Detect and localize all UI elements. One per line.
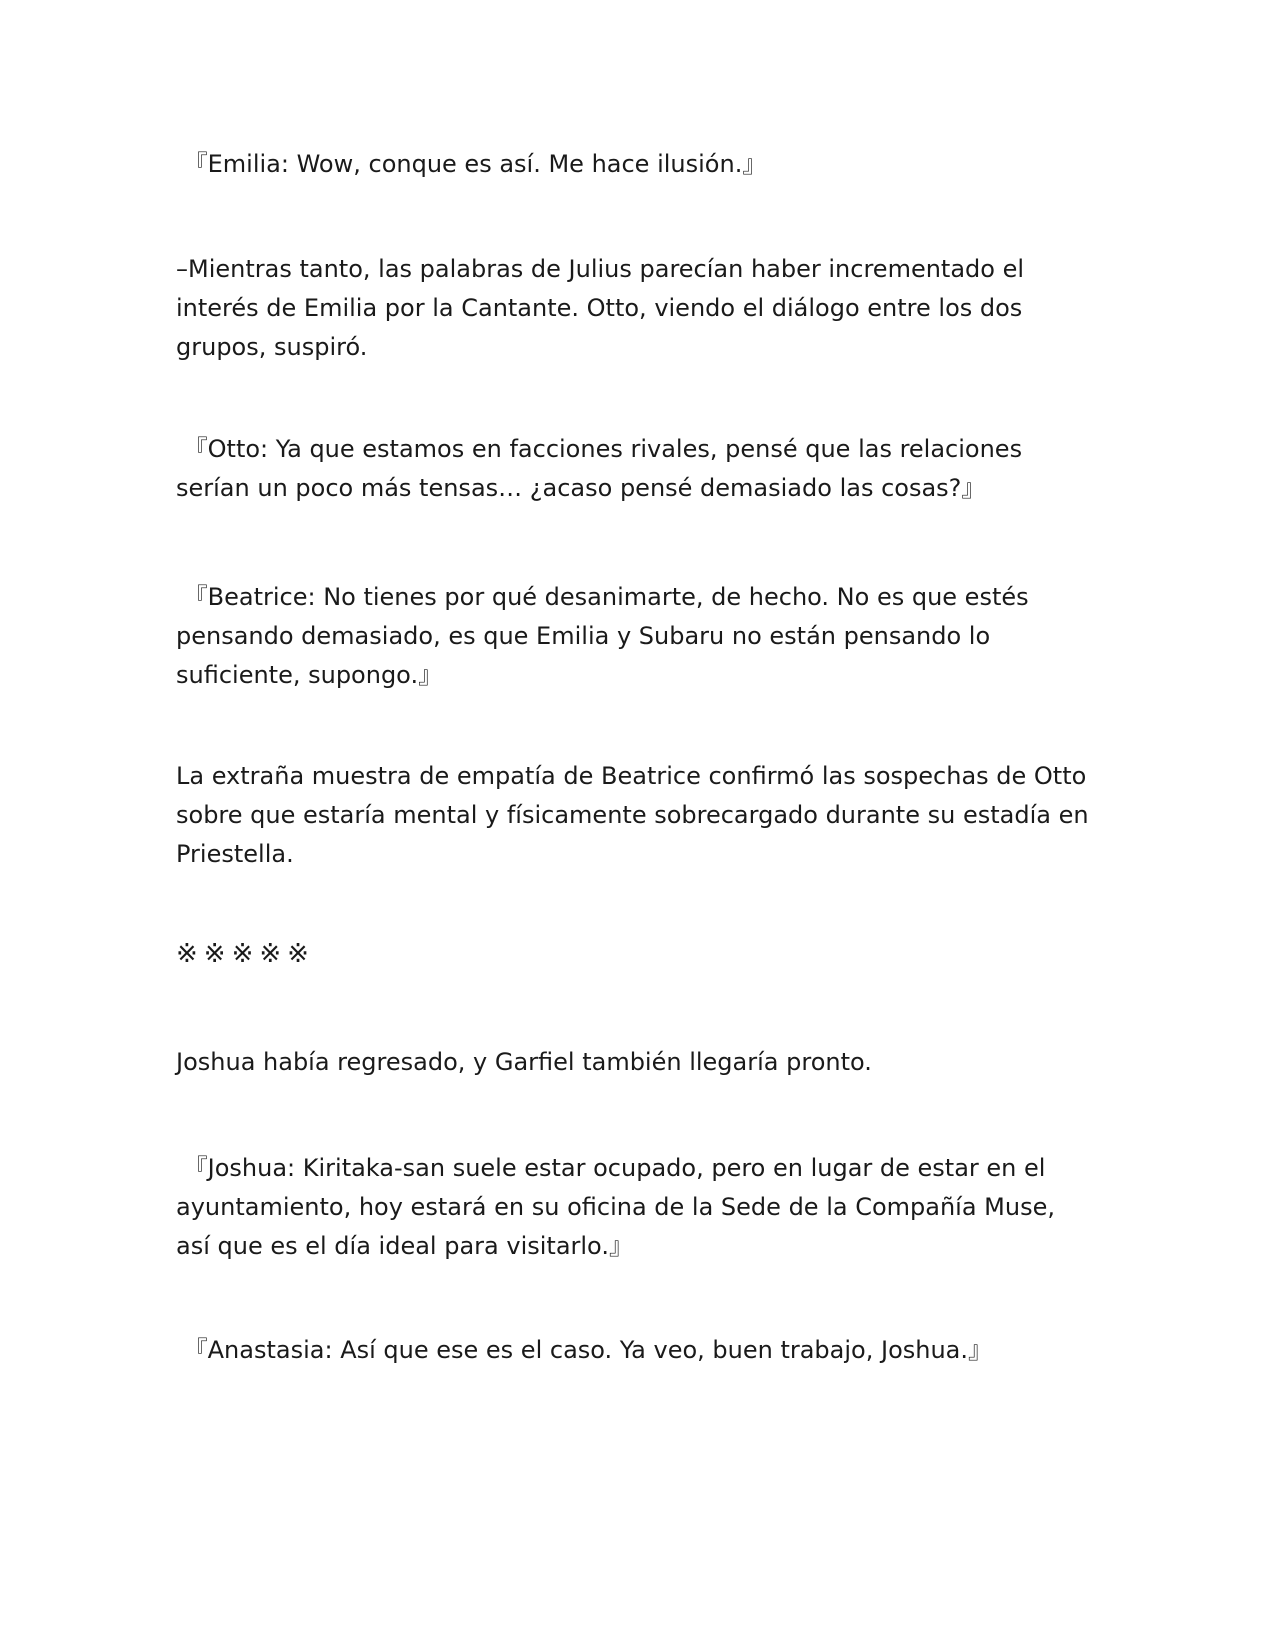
paragraph-narration-julius: –Mientras tanto, las palabras de Julius parecían haber incrementado el interés de Emilia por la Cantante. Otto, viendo el diálogo entre los dos grupos, suspiró. (176, 255, 1032, 361)
paragraph-anastasia-dialogue: 『Anastasia: Así que ese es el caso. Ya veo, buen trabajo, Joshua.』 (176, 1336, 993, 1364)
paragraph-beatrice-dialogue: 『Beatrice: No tienes por qué desanimarte, de hecho. No es que estés pensando demasiado, es que Emilia y Subaru no están pensando lo suficiente, supongo.』 (176, 583, 1037, 689)
paragraph-narration-beatrice: La extraña muestra de empatía de Beatrice confirmó las sospechas de Otto sobre que estaría mental y físicamente sobrecargado durante su estadía en Priestella. (176, 762, 1097, 868)
paragraph-otto-dialogue: 『Otto: Ya que estamos en facciones rivales, pensé que las relaciones serían un poco más tensas… ¿acaso pensé demasiado las cosas?』 (176, 435, 1030, 502)
paragraph-emilia-dialogue: 『Emilia: Wow, conque es así. Me hace ilusión.』 (176, 150, 767, 178)
paragraph-joshua-dialogue: 『Joshua: Kiritaka-san suele estar ocupado, pero en lugar de estar en el ayuntamiento, hoy estará en su oficina de la Sede de la Compañía Muse, así que es el día ideal para visitarlo.』 (176, 1154, 1063, 1260)
paragraph-narration-joshua: Joshua había regresado, y Garfiel también llegaría pronto. (176, 1048, 872, 1076)
scene-separator: ※※※※※ (176, 939, 315, 969)
